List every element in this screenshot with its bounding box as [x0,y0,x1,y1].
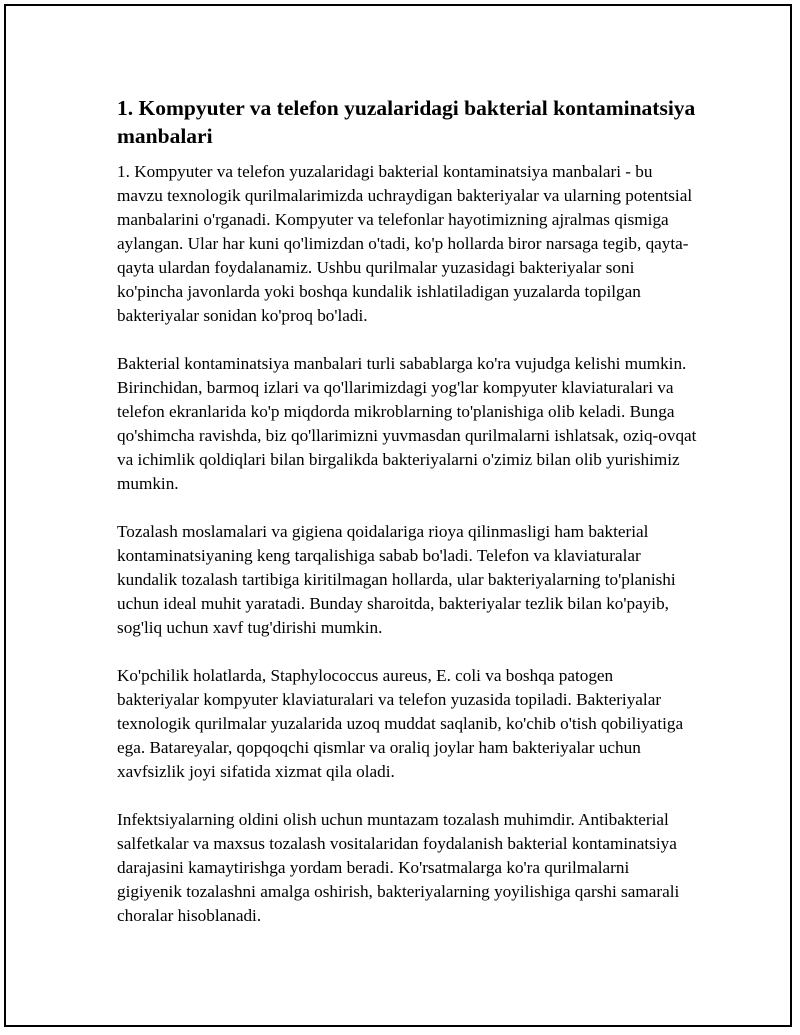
paragraph-3: Tozalash moslamalari va gigiena qoidalariga rioya qilinmasligi ham bakterial kontaminatsiyaning keng tarqalishiga sabab bo'ladi. Telefon va klaviaturalar kundalik tozalash tartibiga kiritilmagan hollarda, ular bakteriyalarning to'planishi uchun ideal muhit yaratadi. Bunday sharoitda, bakteriyalar tezlik bilan ko'payib, sog'liq uchun xavf tug'dirishi mumkin. [117,522,676,637]
paragraph-5: Infektsiyalarning oldini olish uchun muntazam tozalash muhimdir. Antibakterial salfetkalar va maxsus tozalash vositalaridan foydalanish bakterial kontaminatsiya darajasini kamaytirishga yordam beradi. Ko'rsatmalarga ko'ra qurilmalarni gigiyenik tozalashni amalga oshirish, bakteriyalarning yoyilishiga qarshi samarali choralar hisoblanadi. [117,810,680,925]
document-body [117,94,697,952]
paragraph-1: 1. Kompyuter va telefon yuzalaridagi bakterial kontaminatsiya manbalari - bu mavzu texnologik qurilmalarimizda uchraydigan bakteriyalar va ularning potentsial manbalarini o'rganadi. Kompyuter va telefonlar hayotimizning ajralmas qismiga aylangan. Ular har kuni qo'limizdan o'tadi, ko'p hollarda biror narsaga tegib, qayta-qayta ulardan foydalanamiz. Ushbu qurilmalar yuzasidagi bakteriyalar soni ko'pincha javonlarda yoki boshqa kundalik ishlatiladigan yuzalarda topilgan bakteriyalar sonidan ko'proq bo'ladi. [117,162,693,325]
paragraph-2: Bakterial kontaminatsiya manbalari turli sabablarga ko'ra vujudga kelishi mumkin. Birinchidan, barmoq izlari va qo'llarimizdagi yog'lar kompyuter klaviaturalari va telefon ekranlarida ko'p miqdorda mikroblarning to'planishiga olib keladi. Bunga qo'shimcha ravishda, biz qo'llarimizni yuvmasdan qurilmalarni ishlatsak, oziq-ovqat va ichimlik qoldiqlari bilan birgalikda bakteriyalarni o'zimiz bilan olib yurishimiz mumkin. [117,354,697,493]
document-heading: 1. Kompyuter va telefon yuzalaridagi bakterial kontaminatsiya manbalari [117,96,696,148]
paragraph-4: Ko'pchilik holatlarda, Staphylococcus aureus, E. coli va boshqa patogen bakteriyalar kompyuter klaviaturalari va telefon yuzasida topiladi. Bakteriyalar texnologik qurilmalar yuzalarida uzoq muddat saqlanib, ko'chib o'tish qobiliyatiga ega. Batareyalar, qopqoqchi qismlar va oraliq joylar ham bakteriyalar uchun xavfsizlik joyi sifatida xizmat qila oladi. [117,666,684,781]
